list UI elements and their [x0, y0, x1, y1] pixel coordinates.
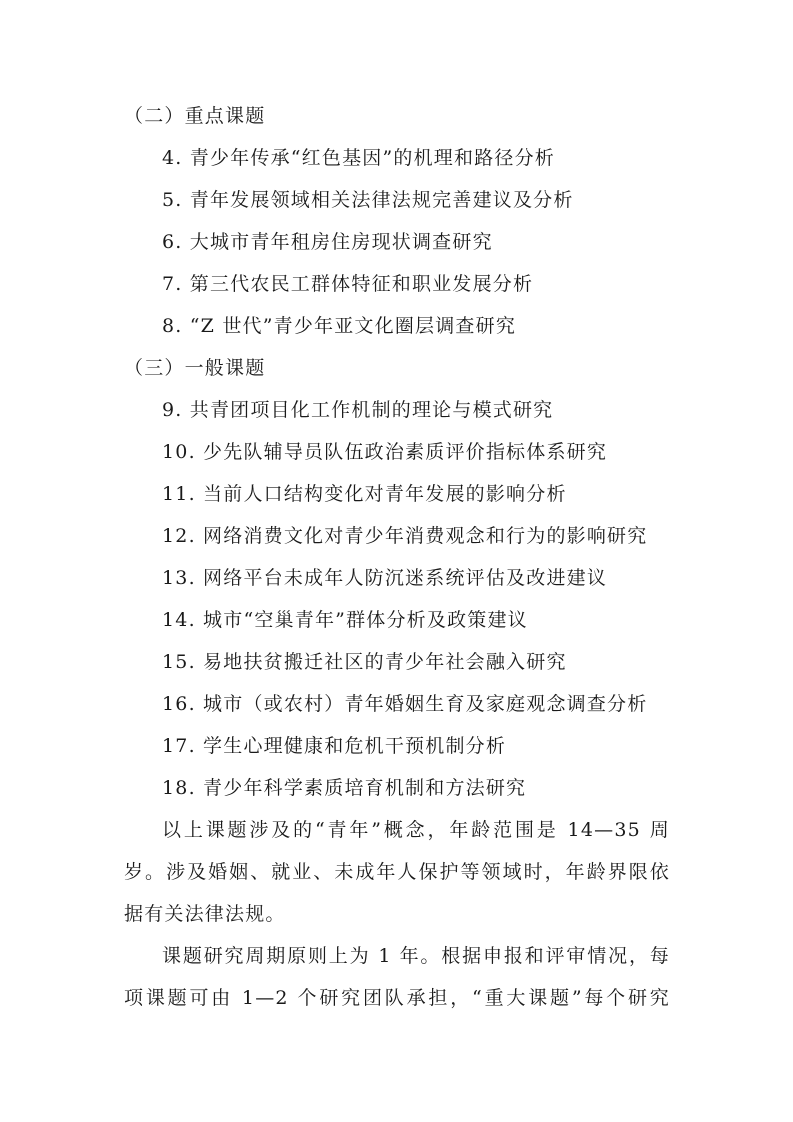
section-heading-key-topics: （二）重点课题: [124, 105, 266, 127]
paragraph-research-period-line1: 课题研究周期原则上为 1 年。根据申报和评审情况，每: [162, 945, 670, 967]
list-item: 13. 网络平台未成年人防沉迷系统评估及改进建议: [162, 567, 608, 589]
list-item: 11. 当前人口结构变化对青年发展的影响分析: [162, 483, 567, 505]
paragraph-youth-age-line2: 岁。涉及婚姻、就业、未成年人保护等领域时，年龄界限依: [124, 861, 670, 883]
list-item: 14. 城市“空巢青年”群体分析及政策建议: [162, 609, 528, 631]
list-item: 17. 学生心理健康和危机干预机制分析: [162, 735, 507, 757]
list-item: 10. 少先队辅导员队伍政治素质评价指标体系研究: [162, 441, 608, 463]
list-item: 12. 网络消费文化对青少年消费观念和行为的影响研究: [162, 525, 648, 547]
paragraph-youth-age-line1: 以上课题涉及的“青年”概念，年龄范围是 14—35 周: [162, 819, 670, 841]
paragraph-research-period-line2: 项课题可由 1—2 个研究团队承担，“重大课题”每个研究: [124, 987, 670, 1009]
list-item: 7. 第三代农民工群体特征和职业发展分析: [162, 273, 534, 295]
section-heading-general-topics: （三）一般课题: [124, 357, 266, 379]
list-item: 18. 青少年科学素质培育机制和方法研究: [162, 777, 527, 799]
list-item: 5. 青年发展领域相关法律法规完善建议及分析: [162, 189, 574, 211]
list-item: 16. 城市（或农村）青年婚姻生育及家庭观念调查分析: [162, 693, 648, 715]
list-item: 9. 共青团项目化工作机制的理论与模式研究: [162, 399, 554, 421]
list-item: 8. “Z 世代”青少年亚文化圈层调查研究: [162, 315, 517, 337]
paragraph-youth-age-line3: 据有关法律法规。: [124, 903, 286, 925]
list-item: 4. 青少年传承“红色基因”的机理和路径分析: [162, 147, 555, 169]
list-item: 6. 大城市青年租房住房现状调查研究: [162, 231, 493, 253]
list-item: 15. 易地扶贫搬迁社区的青少年社会融入研究: [162, 651, 567, 673]
